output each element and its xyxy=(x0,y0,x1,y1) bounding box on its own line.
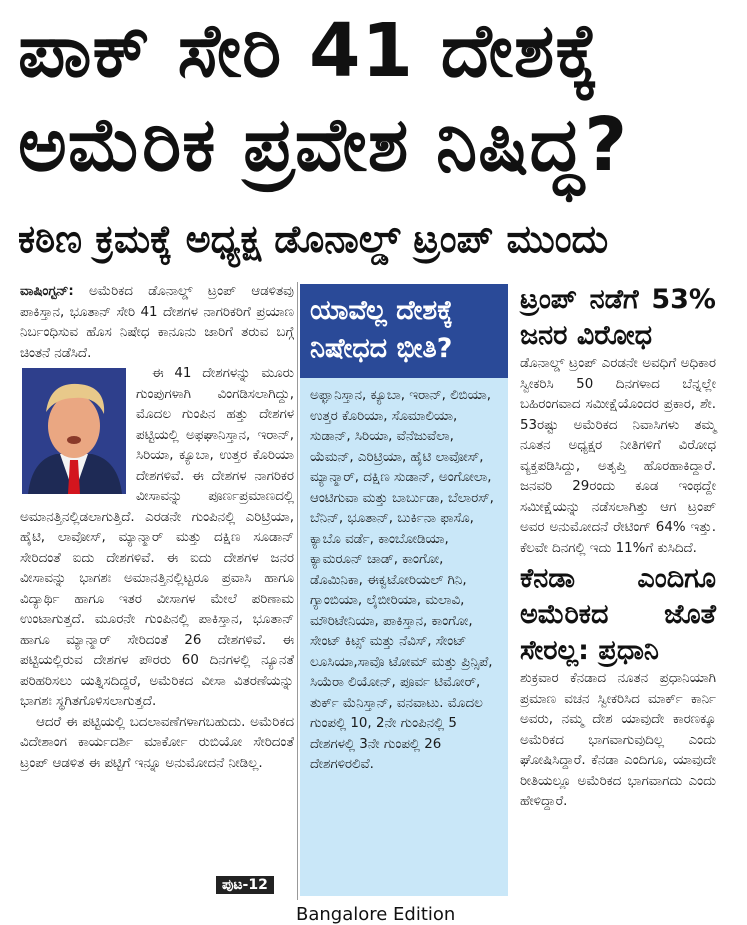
dateline: ವಾಷಿಂಗ್ಟನ್: xyxy=(20,284,74,299)
page-reference-badge: ಪುಟ-12 xyxy=(216,876,274,894)
story-title: ಟ್ರಂಪ್ ನಡೆಗೆ 53% ಜನರ ವಿರೋಧ xyxy=(520,284,716,351)
story-body: ಶುಕ್ರವಾರ ಕೆನಡಾದ ನೂತನ ಪ್ರಧಾನಿಯಾಗಿ ಪ್ರಮಾಣ ವಚನ ಸ್ವೀಕರಿಸಿದ ಮಾರ್ಕ್ ಕಾರ್ನಿ ಅವರು, ನಮ್ಮ ದೇಶ ಯಾವುದೇ ಕಾರಣಕ್ಕೂ ಅಮೆರಿಕದ ಭಾಗವಾಗುವುದಿಲ್ಲ ಎಂದು ಘೋಷಿಸಿದ್ದಾರೆ. ಕೆನಡಾ ಎಂದಿಗೂ, ಯಾವುದೇ ರೀತಿಯಲ್ಲೂ ಅಮೆರಿಕದ ಭಾಗವಾಗದು ಎಂದು ಹೇಳಿದ್ದಾರೆ. xyxy=(520,671,716,809)
column-divider xyxy=(297,282,298,900)
trump-photo xyxy=(22,368,126,494)
paragraph: ಆದರೆ ಈ ಪಟ್ಟಿಯಲ್ಲಿ ಬದಲಾವಣೆಗಳಾಗಬಹುದು. ಅಮೆರಿಕದ ವಿದೇಶಾಂಗ ಕಾರ್ಯದರ್ಶಿ ಮಾರ್ಕೋ ರುಬಿಯೋ ಸೇರಿದಂತೆ ಟ್ರಂಪ್ ಆಡಳಿತ ಈ ಪಟ್ಟಿಗೆ ಇನ್ನೂ ಅನುಮೋದನೆ ನೀಡಿಲ್ಲ. xyxy=(20,714,294,771)
paragraph: ಈ 41 ದೇಶಗಳನ್ನು ಮೂರು ಗುಂಪುಗಳಾಗಿ ವಿಂಗಡಿಸಲಾಗಿದ್ದು, ಮೊದಲ ಗುಂಪಿನ ಹತ್ತು ದೇಶಗಳ ಪಟ್ಟಿಯಲ್ಲಿ ಅಫಘಾನಿಸ್ತಾನ, ಇರಾನ್, ಸಿರಿಯಾ, ಕ್ಯೂಬಾ, ಉತ್ತರ ಕೊರಿಯಾ ದೇಶಗಳಿವೆ. ಈ ದೇಶಗಳ ನಾಗರಿಕರ ವೀಸಾವನ್ನು ಪೂರ್ಣಪ್ರಮಾಣದಲ್ಲಿ ಅಮಾನತ್ತಿನಲ್ಲಿಡಲಾಗುತ್ತಿದೆ. ಎರಡನೇ ಗುಂಪಿನಲ್ಲಿ ಎರಿಟ್ರಿಯಾ, ಹೈಟಿ, ಲಾವೋಸ್, ಮ್ಯಾನ್ಮಾರ್ ಮತ್ತು ದಕ್ಷಿಣ ಸೂಡಾನ್ ಸೇರಿದಂತೆ ಐದು ದೇಶಗಳಿವೆ. ಈ ಐದು ದೇಶಗಳ ಜನರ ವೀಸಾವನ್ನು ಭಾಗಶಃ ಅಮಾನತ್ತಿನಲ್ಲಿಟ್ಟರೂ ಪ್ರವಾಸಿ ಹಾಗೂ ವಿದ್ಯಾರ್ಥಿ ಹಾಗೂ ಇತರ ವೀಸಾಗಳ ಮೇಲೆ ಪರಿಣಾಮ ಉಂಟಾಗುತ್ತದೆ. ಮೂರನೇ ಗುಂಪಿನಲ್ಲಿ ಪಾಕಿಸ್ತಾನ, ಭೂತಾನ್ ಹಾಗೂ ಮ್ಯಾನ್ಮಾರ್ ಸೇರಿದಂತೆ 26 ದೇಶಗಳಿವೆ. ಈ ಪಟ್ಟಿಯಲ್ಲಿರುವ ದೇಶಗಳ ಪೌರರು 60 ದಿನಗಳಲ್ಲಿ ನ್ಯೂನತೆ ಪರಿಹರಿಸಲು ಯತ್ನಿಸದಿದ್ದರೆ, ಅಮೆರಿಕದ ವೀಸಾ ವಿತರಣೆಯನ್ನು ಭಾಗಶಃ ಸ್ಥಗಿತಗೊಳಿಸಲಾಗುತ್ತದೆ. xyxy=(20,366,294,709)
main-story xyxy=(20,282,294,774)
box-body: ಅಫ್ಘಾನಿಸ್ತಾನ, ಕ್ಯೂಬಾ, ಇರಾನ್, ಲಿಬಿಯಾ, ಉತ್ತರ ಕೊರಿಯಾ, ಸೊಮಾಲಿಯಾ, ಸುಡಾನ್, ಸಿರಿಯಾ, ವೆನೆಜುವೆಲಾ, ಯೆಮನ್, ಎರಿಟ್ರಿಯಾ, ಹೈಟಿ ಲಾವೋಸ್, ಮ್ಯಾನ್ಮಾರ್, ದಕ್ಷಿಣ ಸುಡಾನ್, ಅಂಗೋಲಾ, ಆಂಟಿಗುವಾ ಮತ್ತು ಬಾರ್ಬುಡಾ, ಬೆಲಾರಸ್, ಬೆನಿನ್, ಭೂತಾನ್, ಬುರ್ಕಿನಾ ಫಾಸೊ, ಕ್ಯಾಬೊ ವರ್ಡೆ, ಕಾಂಬೋಡಿಯಾ, ಕ್ಯಾಮರೂನ್ ಚಾಡ್, ಕಾಂಗೋ, ಡೊಮಿನಿಕಾ, ಈಕ್ವಟೋರಿಯಲ್ ಗಿನಿ, ಗ್ಯಾಂಬಿಯಾ, ಲೈಬೀರಿಯಾ, ಮಲಾವಿ, ಮೌರಿಟೇನಿಯಾ, ಪಾಕಿಸ್ತಾನ, ಕಾಂಗೋ, ಸೇಂಟ್ ಕಿಟ್ಸ್ ಮತ್ತು ನೆವಿಸ್, ಸೇಂಟ್ ಲೂಸಿಯಾ,ಸಾವೊ ಟೋಮ್ ಮತ್ತು ಪ್ರಿನ್ಸಿಪೆ, ಸಿಯೆರಾ ಲಿಯೋನ್, ಪೂರ್ವ ಟಿಮೋರ್, ತುರ್ಕ್ ಮೆನಿಸ್ತಾನ್, ವನವಾಟು. ಮೊದಲ ಗುಂಪಲ್ಲಿ 10, 2ನೇ ಗುಂಪಿನಲ್ಲಿ 5 ದೇಶಗಳಲ್ಲಿ 3ನೇ ಗುಂಪಲ್ಲಿ 26 ದೇಶಗಳಿರಲಿವೆ. xyxy=(310,388,494,772)
country-list-box xyxy=(300,284,508,896)
subheadline: ಕಠಿಣ ಕ್ರಮಕ್ಕೆ ಅಧ್ಯಕ್ಷ ಡೊನಾಲ್ಡ್ ಟ್ರಂಪ್ ಮುಂದು xyxy=(18,217,609,261)
headline-line-2: ಅಮೆರಿಕ ಪ್ರವೇಶ ನಿಷಿದ್ಧ? xyxy=(18,102,629,188)
paragraph: ಅಮೆರಿಕದ ಡೊನಾಲ್ಡ್ ಟ್ರಂಪ್ ಆಡಳಿತವು ಪಾಕಿಸ್ತಾನ, ಭೂತಾನ್ ಸೇರಿ 41 ದೇಶಗಳ ನಾಗರಿಕರಿಗೆ ಪ್ರಯಾಣ ನಿರ್ಬಂಧಿಸುವ ಹೊಸ ನಿಷೇಧ ಕಾನೂನು ಜಾರಿಗೆ ತರುವ ಬಗ್ಗೆ ಚಿಂತನೆ ನಡೆಸಿದೆ. xyxy=(20,284,294,361)
headline-line-1: ಪಾಕ್ ಸೇರಿ 41 ದೇಶಕ್ಕೆ xyxy=(18,8,600,94)
story-body: ಡೊನಾಲ್ಡ್ ಟ್ರಂಪ್ ಎರಡನೇ ಅವಧಿಗೆ ಅಧಿಕಾರ ಸ್ವೀಕರಿಸಿ 50 ದಿನಗಳಾದ ಬೆನ್ನಲ್ಲೇ ಬಹಿರಂಗವಾದ ಸಮೀಕ್ಷೆಯೊಂದರ ಪ್ರಕಾರ, ಶೇ. 53ರಷ್ಟು ಅಮೆರಿಕದ ನಿವಾಸಿಗಳು ತಮ್ಮ ನೂತನ ಅಧ್ಯಕ್ಷರ ನೀತಿಗಳಿಗೆ ವಿರೋಧ ವ್ಯಕ್ತಪಡಿಸಿದ್ದು, ಅತೃಪ್ತಿ ಹೊರಹಾಕಿದ್ದಾರೆ. ಜನವರಿ 29ರಂದು ಕೂಡ ಇಂಥದ್ದೇ ಸಮೀಕ್ಷೆಯನ್ನು ನಡೆಸಲಾಗಿತ್ತು ಆಗ ಟ್ರಂಪ್ ಅವರ ಅನುಮೋದನೆ ರೇಟಿಂಗ್ 64% ಇತ್ತು. ಕೆಲವೇ ದಿನಗಲ್ಲಿ ಇದು 11%ಗೆ ಕುಸಿದಿದೆ. xyxy=(520,356,716,556)
right-column xyxy=(520,282,716,815)
story-title: ಕೆನಡಾ ಎಂದಿಗೂ ಅಮೆರಿಕದ ಜೊತೆ ಸೇರಲ್ಲ: ಪ್ರಧಾನಿ xyxy=(520,563,716,666)
box-title: ಯಾವೆಲ್ಲ ದೇಶಕ್ಕೆ ನಿಷೇಧದ ಭೀತಿ? xyxy=(300,284,508,378)
edition-label: Bangalore Edition xyxy=(296,904,456,925)
